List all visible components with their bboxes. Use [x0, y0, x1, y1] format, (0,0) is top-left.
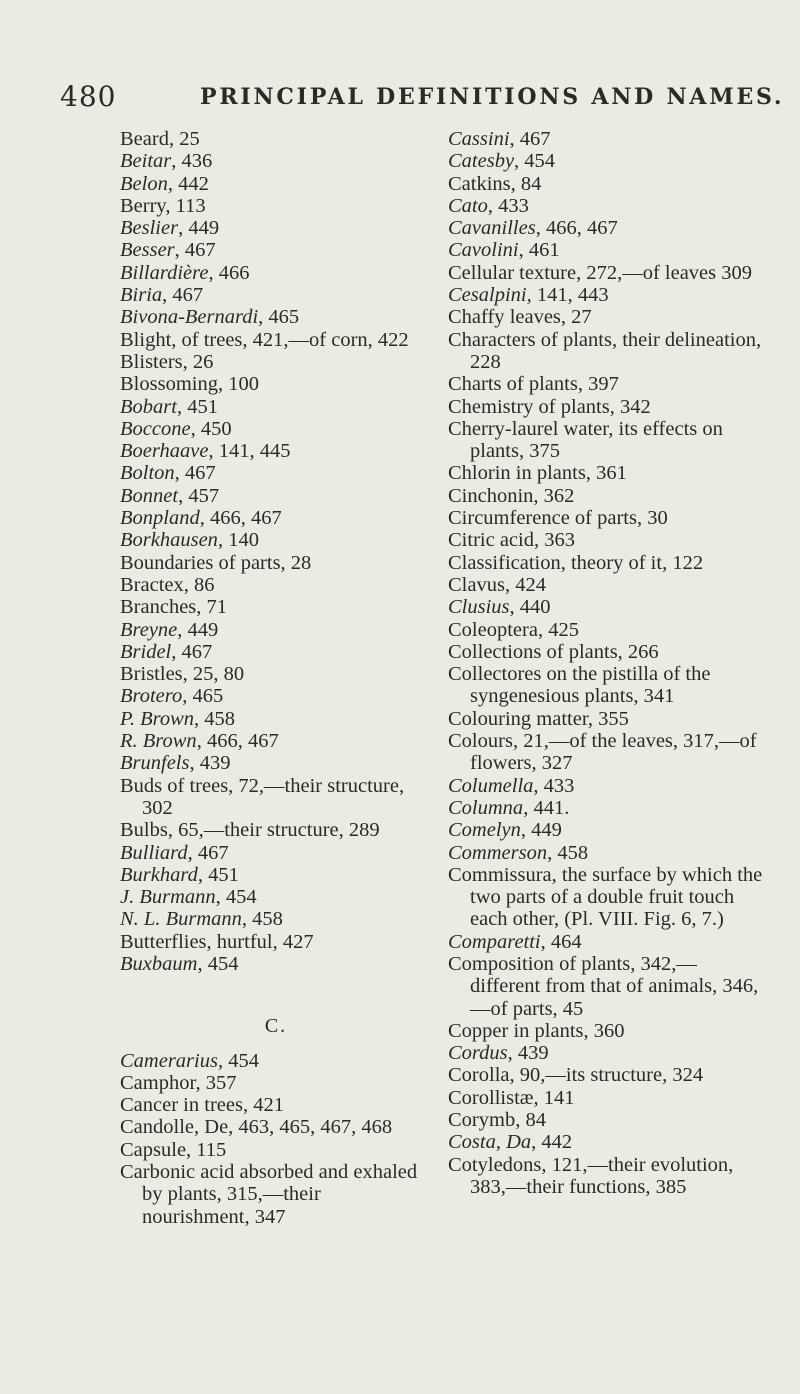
entry-references: , 439	[507, 1042, 549, 1065]
entry-references: , 100	[217, 373, 259, 396]
entry-term: Camphor	[120, 1071, 196, 1094]
entry-term: Beslier	[120, 217, 179, 240]
index-entry	[120, 886, 432, 908]
entry-term: R. Brown	[120, 730, 197, 753]
entry-references: , 25, 80	[182, 663, 245, 686]
entry-term: J. Burmann	[120, 886, 216, 909]
entry-term: Brotero	[120, 685, 183, 708]
entry-term: Bulbs	[120, 819, 168, 842]
index-entry	[448, 306, 766, 328]
entry-references: of plants, 342,—different from that of animals, 346,—of parts, 45	[470, 952, 759, 1020]
entry-references: , 467	[162, 284, 204, 307]
entry-references: , 458	[241, 908, 283, 931]
index-entry	[120, 529, 432, 551]
page-header	[60, 80, 800, 116]
entry-references: , 454	[514, 150, 556, 173]
index-entry	[120, 908, 432, 930]
entry-term: Cancer	[120, 1094, 179, 1117]
entry-term: Cotyledons	[448, 1153, 542, 1176]
index-entry	[448, 217, 766, 239]
entry-term: Butterflies	[120, 930, 207, 953]
entry-term: N. L. Burmann	[120, 908, 242, 931]
entry-references: leaves, 27	[504, 306, 592, 329]
index-entry	[448, 641, 766, 663]
entry-term: Boccone	[120, 417, 191, 440]
entry-term: Charts	[448, 373, 502, 396]
entry-term: Cordus	[448, 1042, 508, 1065]
entry-references: , 450	[190, 417, 232, 440]
entry-references: , 441.	[523, 796, 570, 819]
index-entry	[120, 775, 432, 820]
entry-references: , 362	[533, 484, 575, 507]
entry-references: in plants, 361	[510, 462, 627, 485]
index-entry	[120, 574, 432, 596]
entry-references: , 141, 443	[526, 284, 609, 307]
entry-references: , 65,—their structure, 289	[167, 819, 380, 842]
entry-term: Colouring	[448, 707, 532, 730]
index-entry	[120, 150, 432, 172]
entry-references: , of trees, 421,—of corn, 422	[171, 328, 409, 351]
entry-term: Corolla	[448, 1064, 510, 1087]
entry-term: Classification	[448, 551, 561, 574]
index-entry	[448, 529, 766, 551]
left-entries-c	[120, 1050, 432, 1228]
entry-term: Commissura	[448, 863, 552, 886]
index-entry	[448, 262, 766, 284]
entry-references: texture, 272,—of leaves 309	[514, 261, 753, 284]
entry-references: , theory of it, 122	[560, 551, 704, 574]
index-entry	[448, 1087, 766, 1109]
index-entry	[448, 819, 766, 841]
entry-term: Besser	[120, 239, 175, 262]
entry-term: Blossoming	[120, 373, 218, 396]
index-entry	[448, 418, 766, 463]
index-entry	[120, 173, 432, 195]
index-entry	[448, 128, 766, 150]
index-entry	[448, 1109, 766, 1131]
entry-term: Chemistry	[448, 395, 534, 418]
index-entry	[448, 1020, 766, 1042]
index-entry	[120, 1161, 432, 1228]
entry-references: , 449	[177, 618, 219, 641]
index-entry	[448, 173, 766, 195]
index-entry	[448, 574, 766, 596]
entry-term: Beitar	[120, 150, 172, 173]
index-entry	[448, 619, 766, 641]
entry-references: , 357	[195, 1071, 237, 1094]
index-entry	[120, 1139, 432, 1161]
entry-references: on the pistilla of the syngenesious plants, 341	[470, 663, 711, 708]
entry-references: , 464	[540, 930, 582, 953]
left-entries-b	[120, 128, 432, 975]
index-entry	[448, 1154, 766, 1199]
entry-term: Corymb	[448, 1109, 516, 1132]
entry-references: , 454	[197, 952, 239, 975]
index-entry	[120, 931, 432, 953]
entry-term: Carbonic	[120, 1161, 196, 1184]
index-entry	[120, 284, 432, 306]
entry-term: Comelyn	[448, 819, 521, 842]
entry-term: Breyne	[120, 618, 178, 641]
entry-references: of parts, 28	[213, 551, 312, 574]
entry-references: , 451	[176, 395, 218, 418]
entry-term: Cavolini	[448, 239, 519, 262]
entry-term: Capsule	[120, 1138, 187, 1161]
index-entry	[448, 663, 766, 708]
entry-references: , 424	[504, 573, 546, 596]
entry-term: Circumference	[448, 507, 570, 530]
entry-references: , 71	[196, 596, 228, 619]
entry-references: , 433	[533, 774, 575, 797]
index-entry	[120, 663, 432, 685]
running-title: PRINCIPAL DEFINITIONS AND NAMES.	[200, 84, 785, 110]
entry-references: , 86	[183, 573, 215, 596]
entry-term: Bivona-Bernardi	[120, 306, 259, 329]
left-column	[120, 128, 432, 1228]
entry-references: , 457	[178, 484, 220, 507]
index-entry	[120, 708, 432, 730]
index-entry	[120, 262, 432, 284]
index-entry	[120, 819, 452, 841]
index-entry	[448, 507, 766, 529]
index-entry	[120, 864, 432, 886]
index-entry	[120, 440, 432, 462]
entry-references: , 21,—of the leaves, 317,—of flowers, 327	[470, 730, 757, 775]
entry-references: , 442	[167, 172, 209, 195]
index-entry	[448, 708, 766, 730]
entry-references: , 466, 467	[196, 730, 279, 753]
index-entry	[120, 596, 432, 618]
entry-references: , 90,—its structure, 324	[509, 1064, 704, 1087]
entry-term: Billardière	[120, 261, 209, 284]
index-entry	[448, 462, 766, 484]
entry-references: in trees, 421	[178, 1094, 284, 1117]
index-entry	[120, 128, 432, 150]
entry-term: Columella	[448, 774, 534, 797]
index-entry	[120, 752, 432, 774]
entry-term: Copper	[448, 1019, 509, 1042]
entry-term: Berry	[120, 194, 166, 217]
entry-term: Beard	[120, 128, 169, 150]
index-entry	[448, 730, 766, 775]
right-column	[448, 128, 766, 1198]
index-entry	[448, 931, 766, 953]
entry-references: in plants, 360	[508, 1019, 625, 1042]
entry-references: , 25	[168, 128, 200, 150]
entry-term: Cavanilles	[448, 217, 536, 240]
entry-term: Branches	[120, 596, 197, 619]
index-entry	[448, 1064, 766, 1086]
entry-references: , 467	[171, 640, 213, 663]
entry-term: Boerhaave	[120, 440, 209, 463]
entry-references: of parts, 30	[569, 507, 668, 530]
entry-references: acid, 363	[494, 529, 575, 552]
index-entry	[448, 864, 766, 931]
index-entry	[120, 1072, 432, 1094]
entry-term: Cinchonin	[448, 484, 534, 507]
entry-term: Characters	[448, 328, 536, 351]
entry-term: Clusius	[448, 596, 510, 619]
index-entry	[448, 485, 766, 507]
index-entry	[448, 239, 766, 261]
index-entry	[120, 217, 432, 239]
entry-term: Biria	[120, 284, 163, 307]
entry-term: Corollistæ	[448, 1086, 534, 1109]
entry-term: Colours	[448, 730, 513, 753]
entry-term: Burkhard	[120, 863, 198, 886]
entry-references: , 451	[197, 863, 239, 886]
entry-references: , 425	[537, 618, 579, 641]
index-entry	[120, 1050, 432, 1072]
index-entry	[448, 596, 766, 618]
entry-references: , 466, 467	[199, 507, 282, 530]
right-entries	[448, 128, 766, 1198]
index-entry	[448, 1131, 766, 1153]
entry-term: Camerarius	[120, 1049, 218, 1072]
entry-term: Buxbaum	[120, 952, 198, 975]
entry-term: Catesby	[448, 150, 515, 173]
entry-references: , 84	[515, 1109, 546, 1132]
entry-references: of plants, 397	[501, 373, 619, 396]
index-entry	[120, 1094, 432, 1116]
entry-term: Cato	[448, 194, 488, 217]
entry-references: water, its effects on plants, 375	[470, 417, 723, 463]
index-entry	[448, 1042, 766, 1064]
entry-references: , 449	[178, 217, 220, 240]
index-entry	[448, 150, 766, 172]
index-entry	[120, 953, 432, 975]
entry-references: , 439	[189, 752, 231, 775]
entry-references: of plants, 266	[541, 640, 659, 663]
entry-references: , 141, 445	[208, 440, 291, 463]
entry-references: , the surface by which the two parts of a double fruit touch each other, (Pl. VIII. Fig. 6, 7.)	[470, 863, 763, 931]
index-entry	[448, 195, 766, 217]
entry-references: , 454	[217, 1049, 259, 1072]
index-entry	[448, 775, 766, 797]
entry-references: , 113	[165, 194, 206, 217]
entry-references: , 458	[194, 707, 236, 730]
section-letter: C.	[264, 1015, 288, 1038]
entry-references: , 121,—their evolution, 383,—their functions, 385	[470, 1153, 734, 1198]
index-entry	[120, 842, 432, 864]
index-entry	[120, 462, 432, 484]
index-entry	[120, 418, 432, 440]
entry-term: Bulliard	[120, 841, 188, 864]
index-entry	[120, 1116, 432, 1138]
entry-term: Chlorin	[448, 462, 511, 485]
entry-term: Bonpland	[120, 507, 200, 530]
entry-term: Collections	[448, 640, 542, 663]
entry-references: , 466, 467	[535, 217, 618, 240]
entry-term: Catkins	[448, 172, 511, 195]
entry-term: Blight	[120, 328, 172, 351]
index-entry	[448, 797, 766, 819]
entry-term: Bridel	[120, 640, 172, 663]
entry-references: , 26	[182, 350, 214, 373]
entry-references: of trees, 72,—their structure, 302	[142, 774, 405, 819]
entry-term: Cellular	[448, 261, 515, 284]
index-entry	[448, 953, 766, 1020]
index-entry	[120, 329, 432, 351]
entry-term: Cherry-laurel	[448, 417, 559, 440]
entry-term: Cesalpini	[448, 284, 527, 307]
entry-references: , 436	[171, 150, 213, 173]
entry-term: Bobart	[120, 395, 177, 418]
entry-term: Costa, Da	[448, 1131, 532, 1154]
entry-term: Composition	[448, 952, 554, 975]
entry-term: Clavus	[448, 573, 505, 596]
entry-references: , 466	[208, 261, 250, 284]
entry-references: , 440	[509, 596, 551, 619]
entry-term: Brunfels	[120, 752, 190, 775]
entry-references: , 449	[520, 819, 562, 842]
entry-references: , 84	[510, 172, 542, 195]
entry-term: Bractex	[120, 573, 184, 596]
entry-references: , 433	[487, 194, 529, 217]
index-entry	[448, 284, 766, 306]
index-entry	[120, 239, 432, 261]
entry-references: matter, 355	[531, 707, 629, 730]
entry-term: Candolle, De	[120, 1116, 229, 1139]
index-entry	[448, 329, 766, 374]
index-entry	[448, 396, 766, 418]
entry-term: Cassini	[448, 128, 510, 150]
entry-references: , 465	[182, 685, 224, 708]
entry-references: , 467	[174, 462, 216, 485]
entry-references: , hurtful, 427	[206, 930, 314, 953]
entry-term: Bonnet	[120, 484, 179, 507]
entry-term: Coleoptera	[448, 618, 538, 641]
entry-term: P. Brown	[120, 707, 195, 730]
entry-term: Columna	[448, 796, 524, 819]
index-entry	[120, 685, 432, 707]
entry-references: , 467	[509, 128, 551, 150]
entry-term: Borkhausen	[120, 529, 218, 552]
index-entry	[120, 730, 432, 752]
entry-references: , 454	[215, 886, 257, 909]
entry-term: Commerson	[448, 841, 548, 864]
entry-references: , 140	[217, 529, 259, 552]
entry-references: , 463, 465, 467, 468	[228, 1116, 393, 1139]
entry-references: , 141	[533, 1086, 575, 1109]
entry-term: Bristles	[120, 663, 183, 686]
entry-references: , 467	[187, 841, 229, 864]
index-entry	[120, 552, 432, 574]
entry-references: , 115	[186, 1138, 227, 1161]
entry-term: Blisters	[120, 350, 183, 373]
entry-references: of plants, 342	[533, 395, 651, 418]
index-entry	[448, 552, 766, 574]
entry-references: of plants, their delineation, 228	[470, 328, 762, 373]
entry-term: Comparetti	[448, 930, 541, 953]
entry-references: acid absorbed and exhaled by plants, 315,—their nourishment, 347	[142, 1161, 418, 1228]
entry-term: Citric	[448, 529, 495, 552]
entry-references: , 465	[258, 306, 300, 329]
index-entry	[120, 396, 432, 418]
entry-references: , 467	[174, 239, 216, 262]
entry-term: Collectores	[448, 663, 542, 686]
index-entry	[120, 373, 432, 395]
entry-term: Chaffy	[448, 306, 505, 329]
entry-references: , 461	[518, 239, 560, 262]
index-entry	[448, 373, 766, 395]
index-entry	[120, 306, 432, 328]
index-entry	[448, 842, 766, 864]
entry-references: , 442	[531, 1131, 573, 1154]
index-entry	[120, 507, 432, 529]
entry-term: Buds	[120, 774, 163, 797]
entry-references: , 458	[547, 841, 589, 864]
page-number: 480	[60, 80, 117, 113]
index-entry	[120, 641, 432, 663]
index-entry	[120, 195, 432, 217]
entry-term: Bolton	[120, 462, 175, 485]
entry-term: Belon	[120, 172, 168, 195]
index-entry	[120, 351, 432, 373]
entry-term: Boundaries	[120, 551, 214, 574]
index-entry	[120, 485, 432, 507]
index-entry	[120, 619, 432, 641]
